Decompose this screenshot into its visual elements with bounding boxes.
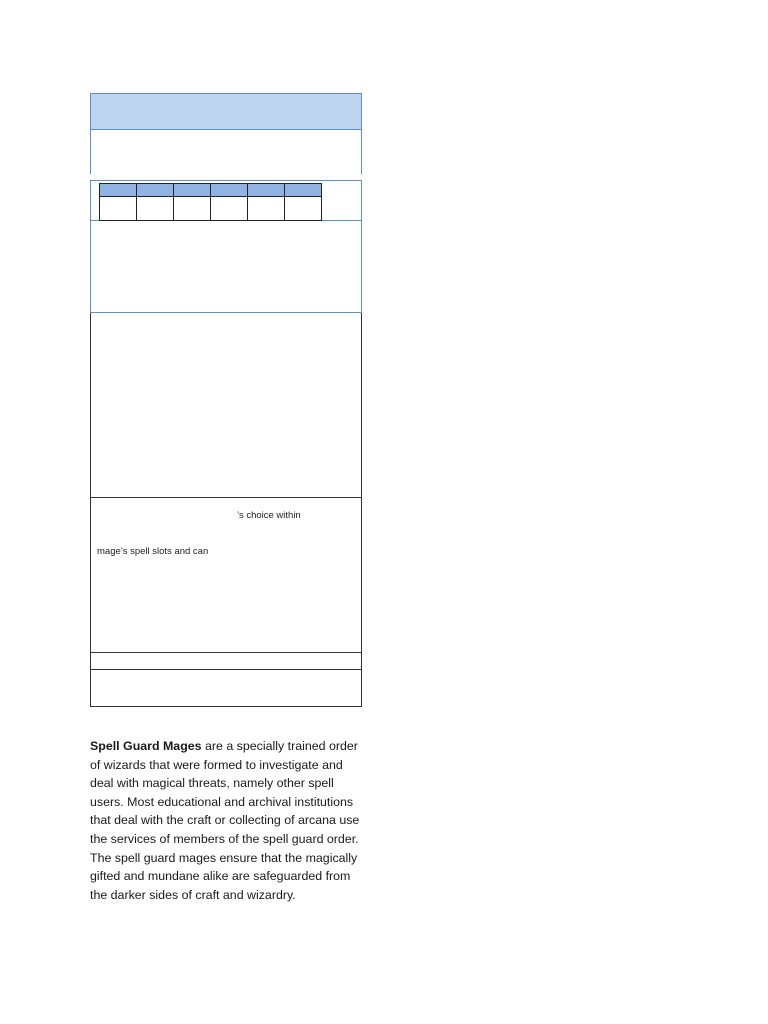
actions-section bbox=[90, 313, 362, 498]
spellcasting-section bbox=[90, 498, 362, 653]
ability-scores-section bbox=[90, 180, 362, 221]
ability-scores-table bbox=[99, 183, 322, 221]
description-paragraph bbox=[90, 737, 365, 904]
ability-header-cell bbox=[100, 184, 137, 197]
ability-value-cell bbox=[174, 197, 211, 221]
ability-header-cell bbox=[174, 184, 211, 197]
stat-block-header bbox=[90, 93, 362, 130]
stat-block-basics bbox=[90, 130, 362, 174]
spellcasting-text-fragment: mage’s spell slots and can bbox=[97, 546, 209, 557]
stat-block bbox=[90, 93, 362, 707]
traits-section bbox=[90, 221, 362, 313]
divider-row bbox=[90, 653, 362, 670]
ability-value-cell bbox=[100, 197, 137, 221]
ability-header-cell bbox=[211, 184, 248, 197]
ability-header-cell bbox=[248, 184, 285, 197]
stat-block-footer bbox=[90, 670, 362, 707]
spellcasting-text-fragment: ’s choice within bbox=[237, 510, 301, 521]
ability-value-cell bbox=[285, 197, 322, 221]
ability-value-cell bbox=[137, 197, 174, 221]
description-body: are a specially trained order of wizards that were formed to investigate and deal with magical threats, namely other spell users. Most educational and archival institutions that deal with the craft or collecting of arcana use the services of members of the spell guard order. The spell guard mages ensure that the magically gifted and mundane alike are safeguarded from the darker sides of craft and wizardry. bbox=[90, 739, 360, 902]
ability-header-row bbox=[100, 184, 322, 197]
ability-value-row bbox=[100, 197, 322, 221]
description-lead: Spell Guard Mages bbox=[90, 739, 202, 753]
ability-value-cell bbox=[211, 197, 248, 221]
ability-header-cell bbox=[285, 184, 322, 197]
ability-header-cell bbox=[137, 184, 174, 197]
ability-value-cell bbox=[248, 197, 285, 221]
